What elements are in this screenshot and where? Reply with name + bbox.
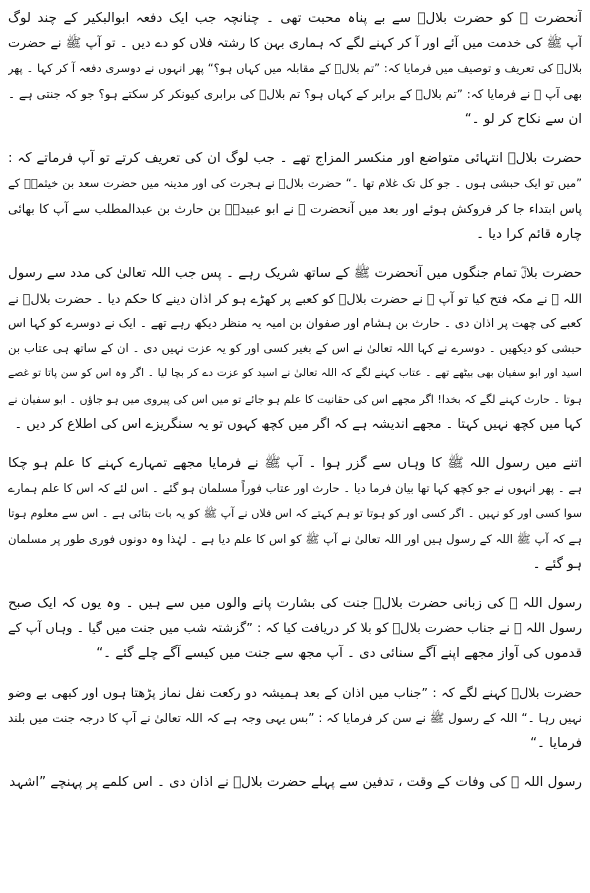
text-line: اسید اور ابو سفیان بھی بیٹھے تھے ۔ عتاب کہنے لگے کہ اللہ تعالیٰ نے اسید کو عزت دے کر بچا لیا ۔ اگر وہ اس کو سن پاتا تو غصے: [8, 367, 582, 380]
text-line: حضرت بلالؓ کہنے لگے کہ : ”جناب میں اذان کے بعد ہمیشہ دو رکعت نفل نماز پڑھتا ہوں اور کبھی بے وضو: [8, 685, 582, 701]
text-line: اللہ ﷺ نے مکہ فتح کیا تو آپ ﷺ نے حضرت بلالؓ کو کعبے پر کھڑے ہو کر اذان دینے کا حکم دیا ۔ حضرت بلالؓ نے: [8, 290, 582, 306]
text-line: فرمایا ۔“: [530, 735, 582, 751]
text-line: حضرت بلالؓ انتہائی متواضع اور منکسر المزاج تھے ۔ جب لوگ ان کی تعریف کرتے تو آپ فرماتے کہ :: [8, 150, 582, 166]
text-body: [8, 6, 582, 795]
text-line: رسول اللہ ﷺ کی وفات کے وقت ، تدفین سے پہلے حضرت بلالؓ نے اذان دی ۔ اس کلمے پر پہنچے ”اشہد: [9, 775, 582, 791]
text-line: نہیں رہا ۔“ اللہ کے رسول ﷺ نے سن کر فرمایا کہ : ”بس یہی وجہ ہے کہ اللہ تعالیٰ نے آپ کا درجہ جنت میں بلند: [8, 710, 582, 725]
text-line: اتنے میں رسول اللہ ﷺ کا وہاں سے گزر ہوا ۔ آپ ﷺ نے فرمایا مجھے تمہارے کہنے کا علم ہو چکا: [8, 456, 582, 471]
paragraph: [8, 451, 582, 577]
text-line: رسول اللہ ﷺ کی زبانی حضرت بلالؓ جنت کی بشارت پانے والوں میں سے ہیں ۔ وہ یوں کہ ایک صبح: [8, 595, 582, 611]
text-line: چارہ قائم کرا دیا ۔: [476, 226, 582, 242]
text-line: بلالؓ کی تعریف و توصیف میں فرمایا کہ: ”تم بلالؓ کے مقابلہ میں کہاں ہو؟“ پھر انہوں نے دوسری دفعہ آ کر کہا ۔ پھر: [8, 61, 582, 76]
text-line: ہے کہ آپ ﷺ اللہ کے رسول ہیں اور اللہ تعالیٰ نے آپ ﷺ کو اس کا علم دیا ہے ۔ لہٰذا وہ دونوں فوری طور پر مسلمان: [8, 531, 582, 546]
paragraph: [8, 681, 582, 757]
paragraph: [8, 591, 582, 667]
text-line: ان سے نکاح کر لو ۔“: [464, 111, 582, 127]
text-line: ہے ۔ پھر انہوں نے جو کچھ کہا تھا بیان فرما دیا ۔ حارث اور عتاب فوراً مسلمان ہو گئے ۔ اس لئے کہ اس کا علم ہمارے: [8, 481, 582, 496]
paragraph: [8, 146, 582, 247]
text-line: سوا کسی اور کو نہیں ۔ اگر کسی اور کو ہوتا تو ہم کہتے کہ اس فلاں نے آپ ﷺ کو یہ بات بتائی ہے ۔ اس سے معلوم ہوتا: [8, 507, 582, 521]
paragraph: [8, 6, 582, 132]
paragraph: [8, 261, 582, 437]
text-line: ”میں تو ایک حبشی ہوں ۔ جو کل تک غلام تھا ۔“ حضرت بلالؓ نے ہجرت کی اور مدینہ میں حضرت سعد بن خیثمہؓ کے: [8, 176, 582, 191]
text-line: رسول اللہ ﷺ نے جناب حضرت بلالؓ کو بلا کر دریافت کیا کہ : ”گزشتہ شب میں جنت میں گیا ۔ وہاں آپ کے: [8, 621, 582, 637]
text-line: آپ ﷺ کی خدمت میں آئے اور آ کر کہنے لگے کہ ہماری بہن کا رشتہ فلاں کو دے دیں ۔ تو آپ ﷺ نے حضرت: [8, 36, 582, 52]
text-line: حبشی کو دیکھیں ۔ دوسرے نے کہا اللہ تعالیٰ نے اس کے بغیر کسی اور کو یہ عزت نہیں دی ۔ ان کے ساتھ ہی عتاب بن: [8, 341, 582, 356]
text-line: ہوتا ۔ حارث کہنے لگے کہ بخدا! اگر مجھے اس کی حقانیت کا علم ہو جائے تو میں اس کی پیروی میں ہو جاؤں ۔ ابو سفیان نے: [8, 392, 582, 406]
text-line: بھی آپ ﷺ نے فرمایا کہ: ”تم بلالؓ کے برابر کے کہاں ہو؟ تم بلالؓ کی برابری کیونکر کر سکتے ہو؟ جو کہ جنتی ہے ۔: [8, 86, 582, 101]
text-line: حضرت بلالؓ تمام جنگوں میں آنحضرت ﷺ کے ساتھ شریک رہے ۔ پس جب اللہ تعالیٰ کی مدد سے رسول: [8, 265, 582, 281]
text-line: ہو گئے ۔: [532, 556, 582, 572]
paragraph: [8, 770, 582, 795]
text-line: کعبے کی چھت پر اذان دی ۔ حارث بن ہشام اور صفوان بن امیہ یہ منظر دیکھ رہے تھے ۔ ایک نے دوسرے کو کہا اس: [8, 316, 582, 331]
text-line: کہا میں کچھ نہیں کہتا ۔ مجھے اندیشہ ہے کہ اگر میں کچھ کہوں تو یہ سنگریزے اس کی اطلاع کر دیں ۔: [14, 416, 582, 432]
text-line: آنحضرت ﷺ کو حضرت بلالؓ سے بے پناہ محبت تھی ۔ چنانچہ جب ایک دفعہ ابوالبکیر کے چند لوگ: [8, 11, 582, 26]
text-line: پاس ابتداء جا کر فروکش ہوئے اور بعد میں آنحضرت ﷺ نے ابو عبیدہؓ بن حارث بن عبدالمطلب سے آپ کا بھائی: [8, 201, 582, 217]
text-line: قدموں کی آواز مجھے اپنے آگے سنائی دی ۔ آپ مجھ سے جنت میں کیسے آگے چلے گئے ۔“: [96, 646, 582, 662]
